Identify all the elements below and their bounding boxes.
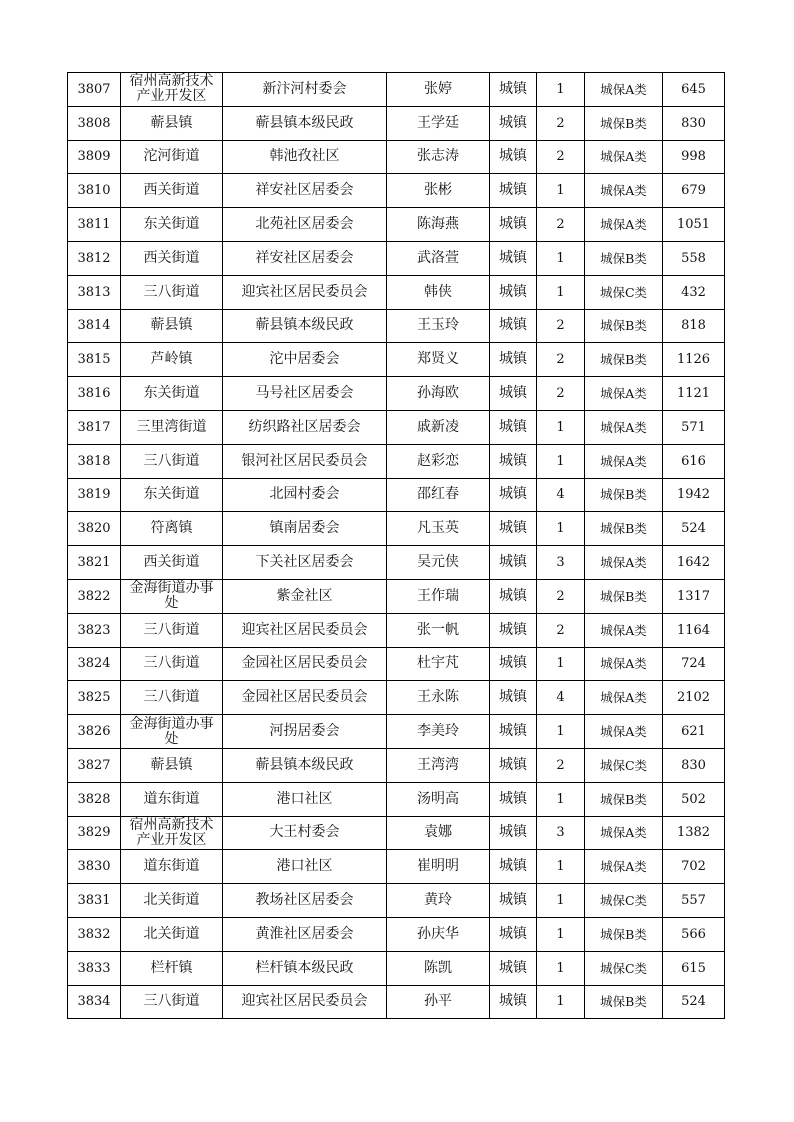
cell-household-count: 1 [537,410,585,444]
cell-town: 三里湾街道 [121,410,223,444]
cell-household-count: 2 [537,377,585,411]
cell-community: 大王村委会 [223,816,387,850]
cell-household-count: 2 [537,748,585,782]
table-row [68,546,725,580]
cell-area-type: 城镇 [490,782,537,816]
cell-community: 沱中居委会 [223,343,387,377]
table-row [68,850,725,884]
cell-area-type: 城镇 [490,647,537,681]
cell-aid-category: 城保B类 [585,512,663,546]
table-row [68,343,725,377]
cell-community: 新汴河村委会 [223,73,387,107]
cell-household-count: 1 [537,917,585,951]
cell-area-type: 城镇 [490,748,537,782]
cell-recipient-name: 崔明明 [387,850,490,884]
cell-amount: 1121 [663,377,725,411]
cell-aid-category: 城保A类 [585,613,663,647]
cell-area-type: 城镇 [490,884,537,918]
cell-area-type: 城镇 [490,174,537,208]
cell-area-type: 城镇 [490,241,537,275]
cell-town: 三八街道 [121,681,223,715]
table-row [68,985,725,1019]
cell-record-number: 3828 [68,782,121,816]
cell-town: 蕲县镇 [121,106,223,140]
cell-recipient-name: 邵红春 [387,478,490,512]
cell-amount: 679 [663,174,725,208]
cell-household-count: 1 [537,715,585,749]
cell-aid-category: 城保B类 [585,309,663,343]
cell-area-type: 城镇 [490,579,537,613]
cell-household-count: 2 [537,106,585,140]
cell-amount: 1051 [663,208,725,242]
cell-aid-category: 城保C类 [585,748,663,782]
cell-amount: 702 [663,850,725,884]
cell-town: 东关街道 [121,377,223,411]
cell-recipient-name: 孙庆华 [387,917,490,951]
cell-area-type: 城镇 [490,208,537,242]
cell-town: 三八街道 [121,647,223,681]
table-row [68,512,725,546]
cell-household-count: 1 [537,647,585,681]
cell-area-type: 城镇 [490,715,537,749]
cell-aid-category: 城保C类 [585,951,663,985]
cell-record-number: 3820 [68,512,121,546]
cell-area-type: 城镇 [490,613,537,647]
cell-record-number: 3829 [68,816,121,850]
cell-town: 道东街道 [121,850,223,884]
cell-record-number: 3833 [68,951,121,985]
cell-community: 蕲县镇本级民政 [223,106,387,140]
cell-household-count: 1 [537,951,585,985]
cell-area-type: 城镇 [490,681,537,715]
table-row [68,579,725,613]
cell-record-number: 3830 [68,850,121,884]
cell-community: 河拐居委会 [223,715,387,749]
cell-household-count: 2 [537,579,585,613]
cell-aid-category: 城保A类 [585,410,663,444]
table-row [68,275,725,309]
cell-amount: 830 [663,106,725,140]
table-row [68,816,725,850]
cell-aid-category: 城保B类 [585,241,663,275]
cell-aid-category: 城保A类 [585,850,663,884]
cell-amount: 558 [663,241,725,275]
cell-record-number: 3810 [68,174,121,208]
cell-record-number: 3814 [68,309,121,343]
cell-household-count: 1 [537,512,585,546]
cell-recipient-name: 王永陈 [387,681,490,715]
cell-household-count: 1 [537,73,585,107]
cell-aid-category: 城保A类 [585,208,663,242]
cell-town: 东关街道 [121,208,223,242]
cell-amount: 998 [663,140,725,174]
cell-town: 东关街道 [121,478,223,512]
cell-record-number: 3817 [68,410,121,444]
table-row [68,241,725,275]
cell-area-type: 城镇 [490,410,537,444]
cell-record-number: 3813 [68,275,121,309]
cell-amount: 645 [663,73,725,107]
cell-amount: 1382 [663,816,725,850]
cell-amount: 615 [663,951,725,985]
cell-town: 符离镇 [121,512,223,546]
cell-aid-category: 城保A类 [585,816,663,850]
table-row [68,208,725,242]
cell-community: 教场社区居委会 [223,884,387,918]
cell-recipient-name: 韩侠 [387,275,490,309]
cell-community: 金园社区居民委员会 [223,647,387,681]
table-row [68,106,725,140]
cell-household-count: 2 [537,309,585,343]
cell-town: 宿州高新技术产业开发区 [121,73,223,107]
cell-recipient-name: 吴元侠 [387,546,490,580]
cell-community: 黄淮社区居委会 [223,917,387,951]
cell-aid-category: 城保B类 [585,478,663,512]
relief-recipient-table [67,72,725,1019]
cell-aid-category: 城保B类 [585,917,663,951]
cell-recipient-name: 戚新凌 [387,410,490,444]
table-row [68,681,725,715]
cell-community: 马号社区居委会 [223,377,387,411]
cell-household-count: 4 [537,681,585,715]
cell-community: 镇南居委会 [223,512,387,546]
cell-area-type: 城镇 [490,140,537,174]
cell-household-count: 2 [537,613,585,647]
cell-amount: 724 [663,647,725,681]
cell-record-number: 3818 [68,444,121,478]
cell-recipient-name: 武洛萱 [387,241,490,275]
cell-household-count: 2 [537,343,585,377]
cell-aid-category: 城保B类 [585,106,663,140]
cell-town: 北关街道 [121,917,223,951]
cell-area-type: 城镇 [490,343,537,377]
cell-recipient-name: 张一帆 [387,613,490,647]
cell-household-count: 1 [537,444,585,478]
cell-record-number: 3808 [68,106,121,140]
cell-recipient-name: 王学廷 [387,106,490,140]
cell-community: 韩池孜社区 [223,140,387,174]
table-row [68,951,725,985]
cell-amount: 818 [663,309,725,343]
cell-aid-category: 城保C类 [585,275,663,309]
cell-recipient-name: 陈凯 [387,951,490,985]
cell-town: 芦岭镇 [121,343,223,377]
cell-town: 宿州高新技术产业开发区 [121,816,223,850]
cell-amount: 432 [663,275,725,309]
cell-record-number: 3816 [68,377,121,411]
cell-amount: 1126 [663,343,725,377]
cell-household-count: 1 [537,241,585,275]
cell-area-type: 城镇 [490,478,537,512]
table-row [68,478,725,512]
table-row [68,410,725,444]
document-sheet [67,72,725,1019]
cell-record-number: 3827 [68,748,121,782]
cell-aid-category: 城保B类 [585,782,663,816]
table-row [68,917,725,951]
table-row [68,140,725,174]
cell-recipient-name: 袁娜 [387,816,490,850]
cell-aid-category: 城保A类 [585,73,663,107]
cell-community: 纺织路社区居委会 [223,410,387,444]
table-row [68,444,725,478]
cell-household-count: 1 [537,275,585,309]
cell-town: 三八街道 [121,275,223,309]
cell-recipient-name: 张志涛 [387,140,490,174]
cell-aid-category: 城保A类 [585,377,663,411]
table-row [68,647,725,681]
cell-community: 港口社区 [223,782,387,816]
cell-amount: 616 [663,444,725,478]
cell-record-number: 3812 [68,241,121,275]
cell-recipient-name: 李美玲 [387,715,490,749]
cell-household-count: 1 [537,174,585,208]
cell-aid-category: 城保A类 [585,647,663,681]
cell-record-number: 3819 [68,478,121,512]
table-row [68,174,725,208]
cell-record-number: 3807 [68,73,121,107]
cell-area-type: 城镇 [490,106,537,140]
cell-record-number: 3815 [68,343,121,377]
cell-community: 迎宾社区居民委员会 [223,985,387,1019]
cell-record-number: 3832 [68,917,121,951]
cell-recipient-name: 黄玲 [387,884,490,918]
cell-amount: 1164 [663,613,725,647]
cell-recipient-name: 赵彩恋 [387,444,490,478]
cell-amount: 557 [663,884,725,918]
cell-amount: 502 [663,782,725,816]
table-row [68,613,725,647]
cell-aid-category: 城保A类 [585,715,663,749]
cell-household-count: 1 [537,985,585,1019]
cell-record-number: 3809 [68,140,121,174]
cell-recipient-name: 杜宇芃 [387,647,490,681]
cell-aid-category: 城保B类 [585,343,663,377]
cell-record-number: 3831 [68,884,121,918]
cell-record-number: 3823 [68,613,121,647]
cell-town: 西关街道 [121,174,223,208]
cell-town: 金海街道办事处 [121,579,223,613]
cell-area-type: 城镇 [490,850,537,884]
cell-record-number: 3811 [68,208,121,242]
cell-recipient-name: 凡玉英 [387,512,490,546]
table-row [68,73,725,107]
cell-community: 金园社区居民委员会 [223,681,387,715]
cell-recipient-name: 王玉玲 [387,309,490,343]
cell-recipient-name: 陈海燕 [387,208,490,242]
cell-community: 祥安社区居委会 [223,174,387,208]
cell-amount: 621 [663,715,725,749]
cell-amount: 566 [663,917,725,951]
cell-aid-category: 城保B类 [585,985,663,1019]
cell-town: 道东街道 [121,782,223,816]
cell-recipient-name: 孙海欧 [387,377,490,411]
cell-area-type: 城镇 [490,377,537,411]
cell-recipient-name: 王作瑞 [387,579,490,613]
cell-community: 迎宾社区居民委员会 [223,275,387,309]
cell-area-type: 城镇 [490,816,537,850]
table-row [68,715,725,749]
cell-household-count: 1 [537,884,585,918]
cell-area-type: 城镇 [490,73,537,107]
cell-community: 北苑社区居委会 [223,208,387,242]
cell-aid-category: 城保A类 [585,140,663,174]
cell-community: 栏杆镇本级民政 [223,951,387,985]
cell-record-number: 3826 [68,715,121,749]
cell-aid-category: 城保A类 [585,546,663,580]
cell-community: 北园村委会 [223,478,387,512]
cell-amount: 524 [663,985,725,1019]
cell-record-number: 3825 [68,681,121,715]
cell-town: 蕲县镇 [121,748,223,782]
table-row [68,782,725,816]
cell-area-type: 城镇 [490,309,537,343]
cell-town: 西关街道 [121,241,223,275]
cell-aid-category: 城保A类 [585,174,663,208]
cell-recipient-name: 王湾湾 [387,748,490,782]
table-row [68,377,725,411]
cell-town: 三八街道 [121,444,223,478]
cell-aid-category: 城保B类 [585,579,663,613]
cell-aid-category: 城保C类 [585,884,663,918]
cell-amount: 1317 [663,579,725,613]
cell-household-count: 3 [537,546,585,580]
cell-area-type: 城镇 [490,444,537,478]
cell-household-count: 3 [537,816,585,850]
cell-community: 银河社区居民委员会 [223,444,387,478]
cell-town: 西关街道 [121,546,223,580]
cell-household-count: 1 [537,850,585,884]
cell-area-type: 城镇 [490,275,537,309]
cell-recipient-name: 郑贤义 [387,343,490,377]
cell-record-number: 3822 [68,579,121,613]
cell-amount: 524 [663,512,725,546]
cell-town: 三八街道 [121,613,223,647]
cell-community: 蕲县镇本级民政 [223,309,387,343]
cell-area-type: 城镇 [490,546,537,580]
cell-recipient-name: 张婷 [387,73,490,107]
table-row [68,748,725,782]
cell-community: 下关社区居委会 [223,546,387,580]
cell-recipient-name: 孙平 [387,985,490,1019]
cell-amount: 1942 [663,478,725,512]
cell-record-number: 3821 [68,546,121,580]
cell-household-count: 1 [537,782,585,816]
cell-town: 金海街道办事处 [121,715,223,749]
cell-amount: 830 [663,748,725,782]
cell-area-type: 城镇 [490,917,537,951]
cell-community: 紫金社区 [223,579,387,613]
cell-area-type: 城镇 [490,951,537,985]
cell-household-count: 2 [537,208,585,242]
cell-town: 沱河街道 [121,140,223,174]
cell-amount: 1642 [663,546,725,580]
cell-aid-category: 城保A类 [585,444,663,478]
table-row [68,884,725,918]
cell-community: 港口社区 [223,850,387,884]
cell-household-count: 2 [537,140,585,174]
cell-record-number: 3824 [68,647,121,681]
cell-community: 蕲县镇本级民政 [223,748,387,782]
cell-area-type: 城镇 [490,985,537,1019]
cell-record-number: 3834 [68,985,121,1019]
table-row [68,309,725,343]
cell-town: 蕲县镇 [121,309,223,343]
cell-town: 栏杆镇 [121,951,223,985]
table-body [68,73,725,1019]
cell-recipient-name: 张彬 [387,174,490,208]
cell-community: 祥安社区居委会 [223,241,387,275]
cell-town: 三八街道 [121,985,223,1019]
cell-community: 迎宾社区居民委员会 [223,613,387,647]
cell-household-count: 4 [537,478,585,512]
cell-recipient-name: 汤明高 [387,782,490,816]
cell-amount: 2102 [663,681,725,715]
cell-aid-category: 城保A类 [585,681,663,715]
cell-town: 北关街道 [121,884,223,918]
cell-area-type: 城镇 [490,512,537,546]
cell-amount: 571 [663,410,725,444]
